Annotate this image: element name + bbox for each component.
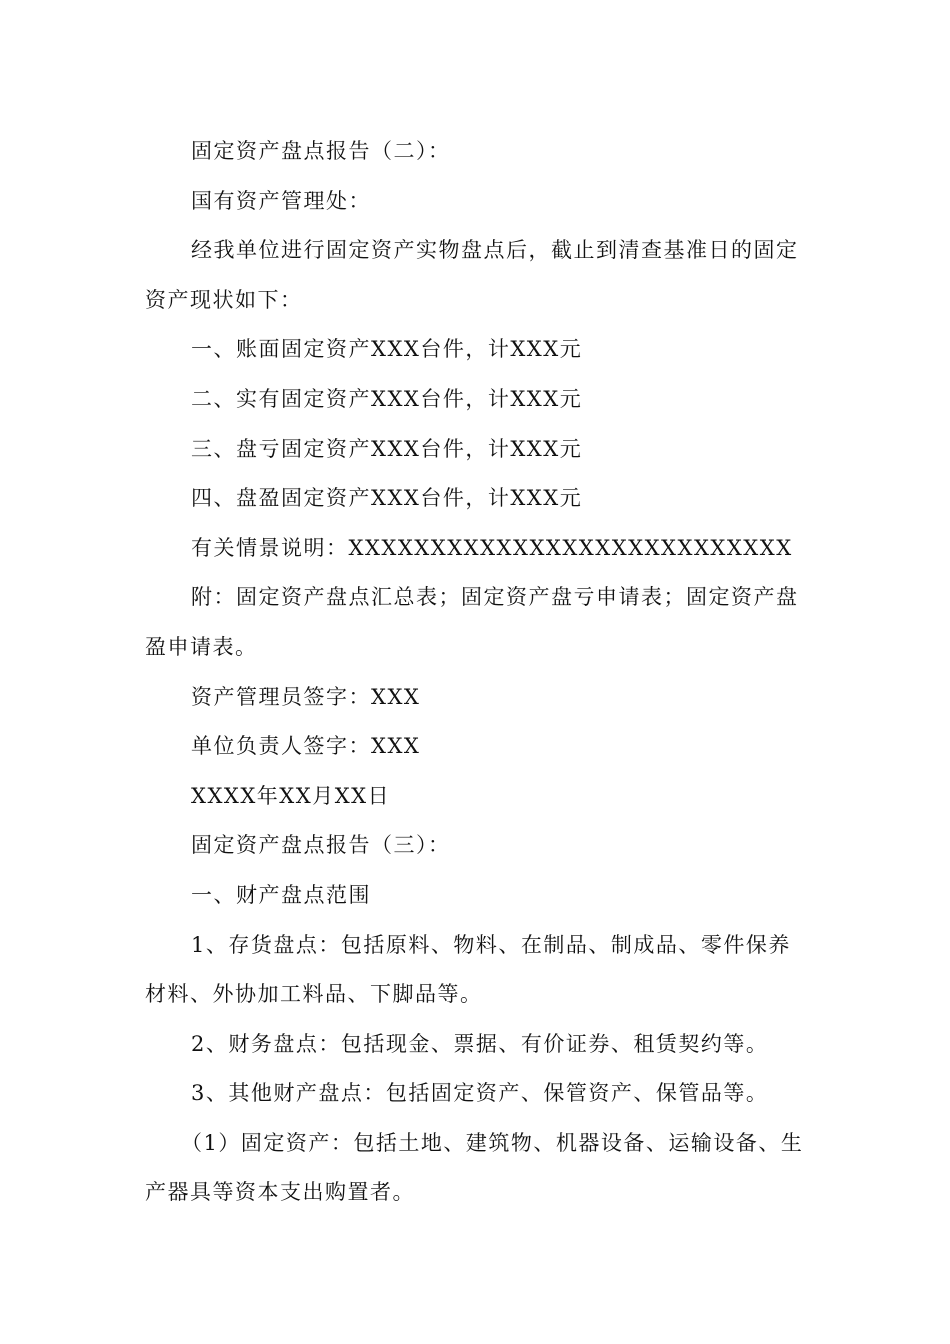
report-3-title: 固定资产盘点报告（三）：	[191, 833, 451, 858]
intro-paragraph: 经我单位进行固定资产实物盘点后，截止到清查基准日的固定资产现状如下：	[145, 238, 799, 312]
report-2-title: 固定资产盘点报告（二）：	[191, 139, 451, 163]
document-body	[145, 127, 805, 1218]
unit-head-signature: 单位负责人签字：XXX	[191, 734, 421, 759]
inventory-count-item: 1、存货盘点：包括原料、物料、在制品、制成品、零件保养材料、外协加工料品、下脚品等。	[145, 932, 791, 1007]
asset-manager-signature: 资产管理员签字：XXX	[191, 684, 421, 709]
section-scope-heading: 一、财产盘点范围	[191, 882, 371, 907]
book-assets-item: 一、账面固定资产XXX台件，计XXX元	[191, 337, 583, 362]
financial-count-item: 2、财务盘点：包括现金、票据、有价证券、租赁契约等。	[191, 1031, 769, 1056]
other-property-count-item: 3、其他财产盘点：包括固定资产、保管资产、保管品等。	[191, 1081, 769, 1106]
situation-note: 有关情景说明：XXXXXXXXXXXXXXXXXXXXXXXXXXX	[191, 535, 793, 560]
addressee: 国有资产管理处：	[191, 188, 371, 213]
actual-assets-item: 二、实有固定资产XXX台件，计XXX元	[191, 386, 583, 411]
fixed-assets-subitem: （1）固定资产：包括土地、建筑物、机器设备、运输设备、生产器具等资本支出购置者。	[145, 1130, 804, 1205]
surplus-assets-item: 四、盘盈固定资产XXX台件，计XXX元	[191, 486, 583, 511]
shortage-assets-item: 三、盘亏固定资产XXX台件，计XXX元	[191, 436, 583, 461]
attachments-note: 附：固定资产盘点汇总表；固定资产盘亏申请表；固定资产盘盈申请表。	[145, 585, 799, 659]
report-date: XXXX年XX月XX日	[191, 783, 391, 808]
